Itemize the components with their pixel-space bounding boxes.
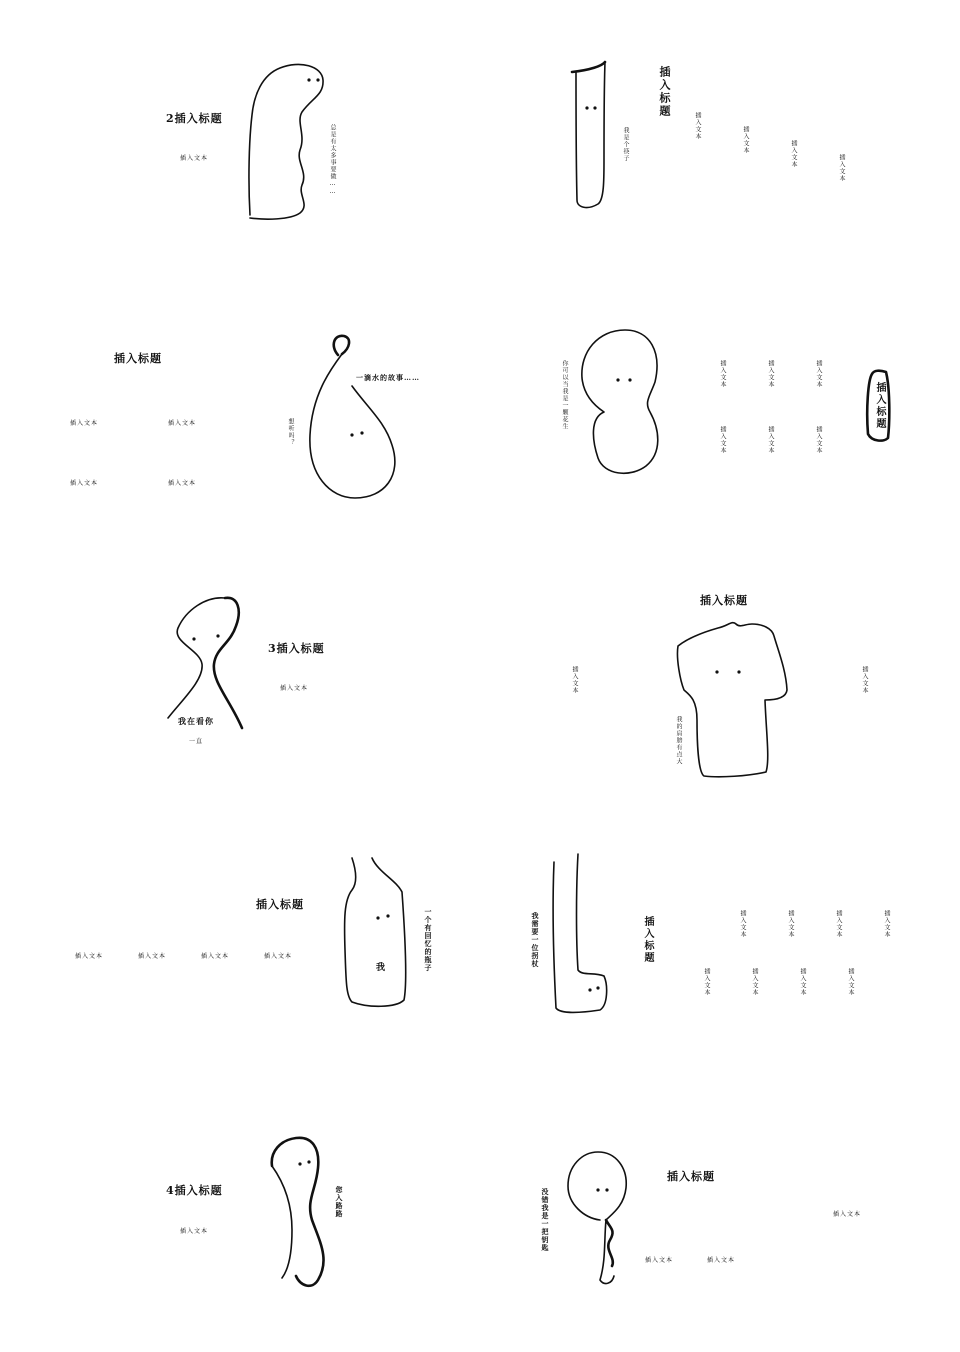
slide-quote: 一个有回忆的瓶子 <box>424 908 433 972</box>
list-item: 插入文本 <box>645 1257 674 1264</box>
list-item: 插入文本 <box>264 953 293 960</box>
character-drawing <box>0 1080 480 1350</box>
slide-title: 4插入标题 <box>166 1184 223 1197</box>
list-item: 插入文本 <box>767 360 774 388</box>
slide-quote: 一滴水的故事…… <box>356 373 420 382</box>
slide-text: 插入文本 <box>280 685 309 692</box>
slide-note: 一直 <box>189 738 204 745</box>
slide-text: 插入文本 <box>180 1228 209 1235</box>
slide-2 <box>480 0 960 270</box>
slide-mark: 我 <box>376 963 387 973</box>
character-drawing <box>0 540 480 810</box>
list-item: 插入文本 <box>201 953 230 960</box>
list-item: 插入文本 <box>70 480 99 487</box>
slide-title: 插入标题 <box>874 382 885 430</box>
list-item: 插入文本 <box>833 1211 862 1218</box>
list-item: 插入文本 <box>847 968 854 996</box>
slide-8 <box>480 810 960 1080</box>
character-drawing <box>480 540 960 810</box>
list-item: 插入文本 <box>815 360 822 388</box>
slide-quote: 我的肩膀有点大 <box>675 716 682 765</box>
character-drawing <box>480 0 960 270</box>
list-item: 插入文本 <box>168 480 197 487</box>
slide-quote: 您入路路 <box>335 1186 344 1218</box>
slide-title: 插入标题 <box>700 594 748 607</box>
list-item: 插入文本 <box>703 968 710 996</box>
slide-4 <box>480 270 960 540</box>
list-item: 插入文本 <box>70 420 99 427</box>
list-item: 插入文本 <box>835 910 842 938</box>
slide-note: 想听吗？ <box>287 418 294 446</box>
list-item: 插入文本 <box>138 953 167 960</box>
character-drawing <box>0 270 480 540</box>
slide-7 <box>0 810 480 1080</box>
list-item: 插入文本 <box>739 910 746 938</box>
list-item: 插入文本 <box>861 666 868 694</box>
list-item: 插入文本 <box>571 666 578 694</box>
list-item: 插入文本 <box>75 953 104 960</box>
slide-quote: 我是个筷子 <box>622 127 629 162</box>
character-drawing <box>480 270 960 540</box>
character-drawing <box>480 810 960 1080</box>
list-item: 插入文本 <box>883 910 890 938</box>
list-item: 插入文本 <box>168 420 197 427</box>
list-item: 插入文本 <box>838 154 845 182</box>
list-item: 插入文本 <box>742 126 749 154</box>
character-drawing <box>0 0 480 270</box>
slide-title: 插入标题 <box>667 1170 715 1183</box>
slide-10 <box>480 1080 960 1350</box>
list-item: 插入文本 <box>751 968 758 996</box>
list-item: 插入文本 <box>815 426 822 454</box>
slide-title: 3插入标题 <box>268 642 325 655</box>
list-item: 插入文本 <box>707 1257 736 1264</box>
slide-5 <box>0 540 480 810</box>
slide-quote: 我需要一位拐杖 <box>531 912 540 968</box>
list-item: 插入文本 <box>767 426 774 454</box>
list-item: 插入文本 <box>719 360 726 388</box>
list-item: 插入文本 <box>719 426 726 454</box>
slide-title: 插入标题 <box>658 66 671 118</box>
slide-title: 插入标题 <box>642 916 653 964</box>
slide-1 <box>0 0 480 270</box>
slide-quote: 总是有太多事要做…… <box>329 124 336 196</box>
character-drawing <box>480 1080 960 1350</box>
slide-quote: 我在看你 <box>178 716 214 726</box>
slide-text: 插入文本 <box>180 155 209 162</box>
slide-quote: 你可以当我是一颗花生 <box>561 360 568 430</box>
slide-quote: 没错我是一把钥匙 <box>541 1188 550 1252</box>
character-drawing <box>0 810 480 1080</box>
slide-9 <box>0 1080 480 1350</box>
slide-title: 2插入标题 <box>166 112 223 125</box>
list-item: 插入文本 <box>799 968 806 996</box>
list-item: 插入文本 <box>787 910 794 938</box>
slide-3 <box>0 270 480 540</box>
slide-title: 插入标题 <box>256 898 304 911</box>
slide-title: 插入标题 <box>114 352 162 365</box>
slide-6 <box>480 540 960 810</box>
list-item: 插入文本 <box>790 140 797 168</box>
list-item: 插入文本 <box>694 112 701 140</box>
